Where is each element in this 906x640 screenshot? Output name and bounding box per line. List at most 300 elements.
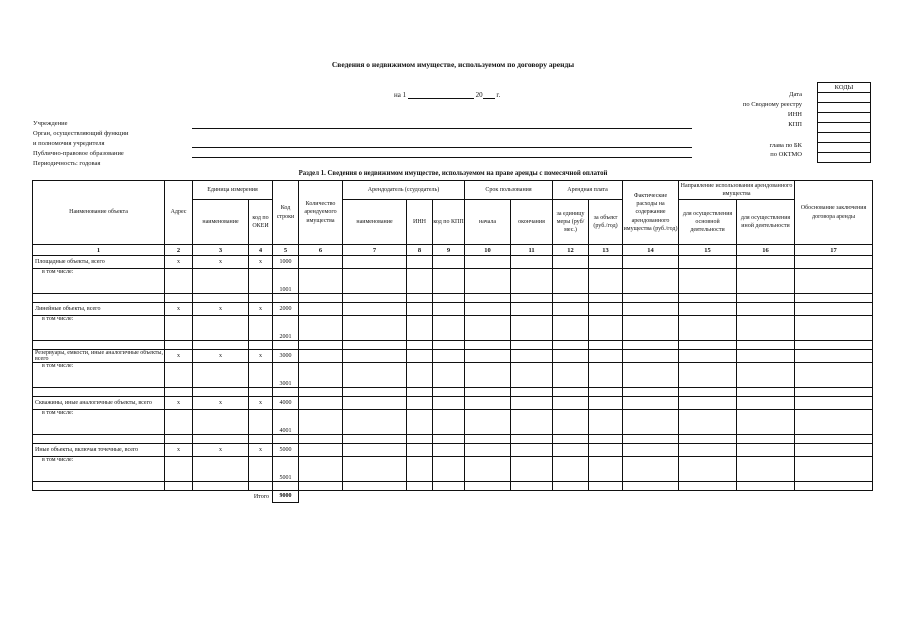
cell-col-3[interactable] bbox=[193, 388, 249, 397]
cell-col-2[interactable] bbox=[165, 435, 193, 444]
cell-col-14[interactable] bbox=[623, 444, 679, 457]
cell-col-16[interactable] bbox=[737, 350, 795, 363]
cell-col-1[interactable] bbox=[33, 435, 165, 444]
cell-col-13[interactable] bbox=[589, 397, 623, 410]
cell-col-2[interactable] bbox=[165, 269, 193, 294]
cell-col-11[interactable] bbox=[511, 269, 553, 294]
header-actual-costs: Фактические расходы на содержание арендованного имущества (руб./год) bbox=[623, 181, 679, 245]
x-mark: х bbox=[193, 397, 249, 410]
cell-col-5[interactable] bbox=[273, 435, 299, 444]
header-object-name: Наименование объекта bbox=[33, 181, 165, 245]
cell-col-7[interactable] bbox=[343, 457, 407, 482]
cell-col-16[interactable] bbox=[737, 482, 795, 491]
header-lessor-group: Арендодатель (ссудодатель) bbox=[343, 181, 465, 200]
cell-col-11[interactable] bbox=[511, 363, 553, 388]
cell-col-17[interactable] bbox=[795, 316, 873, 341]
cell-col-12[interactable] bbox=[553, 256, 589, 269]
cell-col-17[interactable] bbox=[795, 256, 873, 269]
cell-col-13[interactable] bbox=[589, 444, 623, 457]
total-row-code: 9000 bbox=[273, 491, 299, 503]
cell-col-5[interactable] bbox=[273, 341, 299, 350]
cell-col-4[interactable] bbox=[249, 482, 273, 491]
cell-col-9[interactable] bbox=[433, 256, 465, 269]
code-budget-chapter-cell[interactable] bbox=[818, 143, 871, 153]
cell-col-9[interactable] bbox=[433, 397, 465, 410]
cell-col-11[interactable] bbox=[511, 350, 553, 363]
cell-col-17[interactable] bbox=[795, 457, 873, 482]
cell-col-12[interactable] bbox=[553, 316, 589, 341]
label-periodicity: Периодичность: годовая bbox=[33, 160, 101, 167]
cell-col-16[interactable] bbox=[737, 435, 795, 444]
group-sub-label: в том числе: bbox=[33, 316, 165, 341]
date-year-field[interactable] bbox=[483, 90, 495, 99]
cell-col-13[interactable] bbox=[589, 388, 623, 397]
header-term-start: начала bbox=[465, 200, 511, 245]
cell-col-12[interactable] bbox=[553, 444, 589, 457]
row-code: 5001 bbox=[273, 457, 299, 482]
cell-col-10[interactable] bbox=[465, 294, 511, 303]
cell-col-9[interactable] bbox=[433, 482, 465, 491]
cell-col-12[interactable] bbox=[553, 410, 589, 435]
code-registry-cell[interactable] bbox=[818, 103, 871, 113]
row-code: 2001 bbox=[273, 316, 299, 341]
x-mark: х bbox=[193, 350, 249, 363]
cell-col-15[interactable] bbox=[679, 482, 737, 491]
cell-col-10[interactable] bbox=[465, 410, 511, 435]
cell-col-16[interactable] bbox=[737, 294, 795, 303]
cell-col-7[interactable] bbox=[343, 350, 407, 363]
group-sub-label: в том числе: bbox=[33, 269, 165, 294]
cell-col-7[interactable] bbox=[343, 303, 407, 316]
cell-col-12[interactable] bbox=[553, 269, 589, 294]
cell-col-7[interactable] bbox=[343, 341, 407, 350]
cell-col-17[interactable] bbox=[795, 350, 873, 363]
header-unit-code: код по ОКЕИ bbox=[249, 200, 273, 245]
cell-col-7[interactable] bbox=[343, 397, 407, 410]
cell-col-16[interactable] bbox=[737, 388, 795, 397]
cell-col-13[interactable] bbox=[589, 363, 623, 388]
public-entity-field[interactable] bbox=[192, 157, 692, 158]
cell-col-8[interactable] bbox=[407, 444, 433, 457]
cell-col-3[interactable] bbox=[193, 482, 249, 491]
cell-col-15[interactable] bbox=[679, 294, 737, 303]
date-year-prefix: 20 bbox=[475, 91, 483, 99]
cell-col-15[interactable] bbox=[679, 363, 737, 388]
cell-col-16[interactable] bbox=[737, 256, 795, 269]
cell-col-12[interactable] bbox=[553, 303, 589, 316]
col-number-6: 6 bbox=[299, 245, 343, 256]
cell-col-16[interactable] bbox=[737, 363, 795, 388]
cell-col-11[interactable] bbox=[511, 435, 553, 444]
cell-col-4[interactable] bbox=[249, 269, 273, 294]
cell-col-15[interactable] bbox=[679, 303, 737, 316]
cell-col-14[interactable] bbox=[623, 397, 679, 410]
cell-col-15[interactable] bbox=[679, 435, 737, 444]
cell-col-11[interactable] bbox=[511, 410, 553, 435]
cell-col-6[interactable] bbox=[299, 397, 343, 410]
cell-col-7[interactable] bbox=[343, 444, 407, 457]
header-rent-unit: за единицу меры (руб/мес.) bbox=[553, 200, 589, 245]
cell-col-7[interactable] bbox=[343, 256, 407, 269]
cell-col-13[interactable] bbox=[589, 482, 623, 491]
cell-col-2[interactable] bbox=[165, 363, 193, 388]
cell-col-9[interactable] bbox=[433, 363, 465, 388]
col-number-8: 8 bbox=[407, 245, 433, 256]
cell-col-16[interactable] bbox=[737, 410, 795, 435]
cell-col-2[interactable] bbox=[165, 388, 193, 397]
cell-col-15[interactable] bbox=[679, 457, 737, 482]
cell-col-15[interactable] bbox=[679, 388, 737, 397]
cell-col-4[interactable] bbox=[249, 341, 273, 350]
cell-col-14[interactable] bbox=[623, 341, 679, 350]
cell-col-6[interactable] bbox=[299, 294, 343, 303]
cell-col-11[interactable] bbox=[511, 316, 553, 341]
cell-col-13[interactable] bbox=[589, 303, 623, 316]
cell-col-17[interactable] bbox=[795, 410, 873, 435]
cell-col-16[interactable] bbox=[737, 444, 795, 457]
cell-col-6[interactable] bbox=[299, 256, 343, 269]
cell-col-7[interactable] bbox=[343, 294, 407, 303]
cell-col-6[interactable] bbox=[299, 410, 343, 435]
cell-col-4[interactable] bbox=[249, 457, 273, 482]
label-kpp: КПП bbox=[788, 121, 802, 128]
cell-col-11[interactable] bbox=[511, 341, 553, 350]
cell-col-17[interactable] bbox=[795, 303, 873, 316]
cell-col-9[interactable] bbox=[433, 341, 465, 350]
cell-col-3[interactable] bbox=[193, 316, 249, 341]
cell-col-15[interactable] bbox=[679, 269, 737, 294]
group-label: Резервуары, емкости, иные аналогичные объекты, всего bbox=[33, 350, 165, 363]
cell-col-11[interactable] bbox=[511, 444, 553, 457]
cell-col-16[interactable] bbox=[737, 269, 795, 294]
cell-col-8[interactable] bbox=[407, 350, 433, 363]
group-label: Скважины, иные аналогичные объекты, всего bbox=[33, 397, 165, 410]
cell-col-12[interactable] bbox=[553, 457, 589, 482]
col-number-10: 10 bbox=[465, 245, 511, 256]
cell-col-14[interactable] bbox=[623, 350, 679, 363]
date-prefix: на 1 bbox=[394, 91, 407, 99]
cell-col-10[interactable] bbox=[465, 435, 511, 444]
cell-col-10[interactable] bbox=[465, 341, 511, 350]
x-mark: х bbox=[165, 256, 193, 269]
cell-col-12[interactable] bbox=[553, 294, 589, 303]
code-kpp-cell[interactable] bbox=[818, 123, 871, 133]
date-day-month-field[interactable] bbox=[408, 90, 474, 99]
cell-col-6[interactable] bbox=[299, 444, 343, 457]
cell-col-17[interactable] bbox=[795, 388, 873, 397]
cell-col-4[interactable] bbox=[249, 410, 273, 435]
cell-col-10[interactable] bbox=[465, 303, 511, 316]
table-row bbox=[33, 482, 873, 491]
section-title: Раздел 1. Сведения о недвижимом имуществе, используемом на праве аренды с помесячной оплатой bbox=[298, 170, 608, 177]
cell-col-8[interactable] bbox=[407, 363, 433, 388]
cell-col-9[interactable] bbox=[433, 294, 465, 303]
cell-col-3[interactable] bbox=[193, 363, 249, 388]
header-direction-other: для осуществления иной деятельности bbox=[737, 200, 795, 245]
cell-col-14[interactable] bbox=[623, 435, 679, 444]
cell-col-8[interactable] bbox=[407, 457, 433, 482]
cell-col-7[interactable] bbox=[343, 435, 407, 444]
table-row bbox=[33, 397, 873, 410]
cell-col-9[interactable] bbox=[433, 269, 465, 294]
header-address: Адрес bbox=[165, 181, 193, 245]
cell-col-7[interactable] bbox=[343, 388, 407, 397]
cell-col-8[interactable] bbox=[407, 482, 433, 491]
cell-col-9[interactable] bbox=[433, 350, 465, 363]
cell-col-11[interactable] bbox=[511, 482, 553, 491]
cell-col-10[interactable] bbox=[465, 482, 511, 491]
cell-col-13[interactable] bbox=[589, 316, 623, 341]
cell-col-5[interactable] bbox=[273, 294, 299, 303]
header-unit-group: Единица измерения bbox=[193, 181, 273, 200]
header-rent-group: Арендная плата bbox=[553, 181, 623, 200]
cell-col-11[interactable] bbox=[511, 397, 553, 410]
col-number-7: 7 bbox=[343, 245, 407, 256]
cell-col-10[interactable] bbox=[465, 363, 511, 388]
cell-col-9[interactable] bbox=[433, 457, 465, 482]
cell-col-9[interactable] bbox=[433, 435, 465, 444]
cell-col-6[interactable] bbox=[299, 350, 343, 363]
x-mark: х bbox=[165, 444, 193, 457]
cell-col-15[interactable] bbox=[679, 397, 737, 410]
cell-col-17[interactable] bbox=[795, 397, 873, 410]
cell-col-12[interactable] bbox=[553, 350, 589, 363]
institution-field[interactable] bbox=[192, 128, 692, 129]
cell-col-10[interactable] bbox=[465, 444, 511, 457]
cell-col-13[interactable] bbox=[589, 350, 623, 363]
code-inn-cell[interactable] bbox=[818, 113, 871, 123]
group-sub-label: в том числе: bbox=[33, 457, 165, 482]
cell-col-3[interactable] bbox=[193, 294, 249, 303]
cell-col-8[interactable] bbox=[407, 294, 433, 303]
cell-col-11[interactable] bbox=[511, 256, 553, 269]
cell-col-13[interactable] bbox=[589, 435, 623, 444]
table-row bbox=[33, 435, 873, 444]
cell-col-2[interactable] bbox=[165, 316, 193, 341]
cell-col-6[interactable] bbox=[299, 363, 343, 388]
cell-col-15[interactable] bbox=[679, 341, 737, 350]
cell-col-17[interactable] bbox=[795, 269, 873, 294]
header-direction-group: Направление использования арендованного имущества bbox=[679, 181, 795, 200]
cell-col-10[interactable] bbox=[465, 397, 511, 410]
cell-col-8[interactable] bbox=[407, 388, 433, 397]
cell-col-17[interactable] bbox=[795, 444, 873, 457]
cell-col-10[interactable] bbox=[465, 350, 511, 363]
cell-col-8[interactable] bbox=[407, 256, 433, 269]
cell-col-1[interactable] bbox=[33, 388, 165, 397]
cell-col-14[interactable] bbox=[623, 303, 679, 316]
cell-col-17[interactable] bbox=[795, 294, 873, 303]
cell-col-14[interactable] bbox=[623, 256, 679, 269]
cell-col-8[interactable] bbox=[407, 341, 433, 350]
header-direction-main: для осуществления основной деятельности bbox=[679, 200, 737, 245]
x-mark: х bbox=[193, 444, 249, 457]
cell-col-12[interactable] bbox=[553, 435, 589, 444]
group-label: Площадные объекты, всего bbox=[33, 256, 165, 269]
cell-col-16[interactable] bbox=[737, 457, 795, 482]
cell-col-7[interactable] bbox=[343, 269, 407, 294]
cell-col-13[interactable] bbox=[589, 457, 623, 482]
cell-col-9[interactable] bbox=[433, 316, 465, 341]
table-row bbox=[33, 303, 873, 316]
cell-col-14[interactable] bbox=[623, 294, 679, 303]
cell-col-10[interactable] bbox=[465, 316, 511, 341]
table-row bbox=[33, 388, 873, 397]
label-founder-powers: и полномочия учредителя bbox=[33, 140, 105, 147]
cell-col-8[interactable] bbox=[407, 410, 433, 435]
cell-col-15[interactable] bbox=[679, 256, 737, 269]
cell-col-3[interactable] bbox=[193, 410, 249, 435]
cell-col-1[interactable] bbox=[33, 482, 165, 491]
code-date-cell[interactable] bbox=[818, 93, 871, 103]
cell-col-13[interactable] bbox=[589, 269, 623, 294]
label-public-entity: Публично-правовое образование bbox=[33, 150, 124, 157]
cell-col-6[interactable] bbox=[299, 435, 343, 444]
cell-col-3[interactable] bbox=[193, 457, 249, 482]
cell-col-11[interactable] bbox=[511, 388, 553, 397]
cell-col-8[interactable] bbox=[407, 269, 433, 294]
cell-col-14[interactable] bbox=[623, 363, 679, 388]
cell-col-10[interactable] bbox=[465, 457, 511, 482]
header-lessor-kpp: код по КПП bbox=[433, 200, 465, 245]
cell-col-8[interactable] bbox=[407, 303, 433, 316]
header-rent-object: за объект (руб./год) bbox=[589, 200, 623, 245]
cell-col-7[interactable] bbox=[343, 363, 407, 388]
cell-col-14[interactable] bbox=[623, 457, 679, 482]
cell-col-6[interactable] bbox=[299, 303, 343, 316]
code-oktmo-cell[interactable] bbox=[818, 153, 871, 163]
cell-col-6[interactable] bbox=[299, 457, 343, 482]
cell-col-13[interactable] bbox=[589, 294, 623, 303]
cell-col-13[interactable] bbox=[589, 410, 623, 435]
cell-col-1[interactable] bbox=[33, 341, 165, 350]
col-number-9: 9 bbox=[433, 245, 465, 256]
cell-col-10[interactable] bbox=[465, 256, 511, 269]
header-justification: Обоснование заключения договора аренды bbox=[795, 181, 873, 245]
cell-col-10[interactable] bbox=[465, 388, 511, 397]
cell-col-16[interactable] bbox=[737, 341, 795, 350]
cell-col-17[interactable] bbox=[795, 482, 873, 491]
cell-col-8[interactable] bbox=[407, 316, 433, 341]
cell-col-2[interactable] bbox=[165, 294, 193, 303]
cell-col-17[interactable] bbox=[795, 435, 873, 444]
cell-col-9[interactable] bbox=[433, 303, 465, 316]
cell-col-10[interactable] bbox=[465, 269, 511, 294]
cell-col-7[interactable] bbox=[343, 482, 407, 491]
x-mark: х bbox=[193, 303, 249, 316]
cell-col-15[interactable] bbox=[679, 350, 737, 363]
cell-col-2[interactable] bbox=[165, 482, 193, 491]
cell-col-5[interactable] bbox=[273, 482, 299, 491]
cell-col-4[interactable] bbox=[249, 363, 273, 388]
cell-col-14[interactable] bbox=[623, 410, 679, 435]
cell-col-13[interactable] bbox=[589, 341, 623, 350]
cell-col-9[interactable] bbox=[433, 410, 465, 435]
cell-col-9[interactable] bbox=[433, 388, 465, 397]
cell-col-3[interactable] bbox=[193, 269, 249, 294]
cell-col-16[interactable] bbox=[737, 303, 795, 316]
header-row-code: Код строки bbox=[273, 181, 299, 245]
cell-col-14[interactable] bbox=[623, 316, 679, 341]
codes-header: КОДЫ bbox=[818, 83, 871, 93]
total-spacer bbox=[299, 491, 873, 503]
label-institution: Учреждение bbox=[33, 120, 68, 127]
cell-col-15[interactable] bbox=[679, 316, 737, 341]
group-sub-label: в том числе: bbox=[33, 410, 165, 435]
cell-col-7[interactable] bbox=[343, 316, 407, 341]
cell-col-2[interactable] bbox=[165, 341, 193, 350]
cell-col-12[interactable] bbox=[553, 388, 589, 397]
cell-col-12[interactable] bbox=[553, 363, 589, 388]
cell-col-17[interactable] bbox=[795, 363, 873, 388]
cell-col-9[interactable] bbox=[433, 444, 465, 457]
label-budget-chapter: глава по БК bbox=[769, 142, 802, 149]
total-label: Итого bbox=[253, 493, 269, 500]
cell-col-16[interactable] bbox=[737, 316, 795, 341]
code-empty-cell[interactable] bbox=[818, 133, 871, 143]
cell-col-2[interactable] bbox=[165, 457, 193, 482]
cell-col-6[interactable] bbox=[299, 316, 343, 341]
col-number-5: 5 bbox=[273, 245, 299, 256]
row-code: 5000 bbox=[273, 444, 299, 457]
cell-col-16[interactable] bbox=[737, 397, 795, 410]
row-code: 1000 bbox=[273, 256, 299, 269]
cell-col-7[interactable] bbox=[343, 410, 407, 435]
row-code: 4000 bbox=[273, 397, 299, 410]
header-unit-name: наименование bbox=[193, 200, 249, 245]
cell-col-4[interactable] bbox=[249, 435, 273, 444]
col-number-11: 11 bbox=[511, 245, 553, 256]
label-oktmo: по ОКТМО bbox=[770, 151, 802, 158]
cell-col-14[interactable] bbox=[623, 482, 679, 491]
cell-col-4[interactable] bbox=[249, 316, 273, 341]
cell-col-5[interactable] bbox=[273, 388, 299, 397]
cell-col-11[interactable] bbox=[511, 457, 553, 482]
cell-col-6[interactable] bbox=[299, 388, 343, 397]
cell-col-12[interactable] bbox=[553, 341, 589, 350]
cell-col-6[interactable] bbox=[299, 341, 343, 350]
cell-col-13[interactable] bbox=[589, 256, 623, 269]
cell-col-3[interactable] bbox=[193, 341, 249, 350]
x-mark: х bbox=[249, 303, 273, 316]
cell-col-12[interactable] bbox=[553, 482, 589, 491]
cell-col-4[interactable] bbox=[249, 294, 273, 303]
cell-col-2[interactable] bbox=[165, 410, 193, 435]
label-inn: ИНН bbox=[787, 111, 802, 118]
cell-col-14[interactable] bbox=[623, 269, 679, 294]
cell-col-8[interactable] bbox=[407, 397, 433, 410]
cell-col-6[interactable] bbox=[299, 269, 343, 294]
cell-col-11[interactable] bbox=[511, 294, 553, 303]
cell-col-15[interactable] bbox=[679, 410, 737, 435]
label-founder-body: Орган, осуществляющий функции bbox=[33, 130, 129, 137]
cell-col-1[interactable] bbox=[33, 294, 165, 303]
cell-col-6[interactable] bbox=[299, 482, 343, 491]
x-mark: х bbox=[165, 350, 193, 363]
cell-col-17[interactable] bbox=[795, 341, 873, 350]
cell-col-14[interactable] bbox=[623, 388, 679, 397]
cell-col-8[interactable] bbox=[407, 435, 433, 444]
property-table bbox=[32, 180, 873, 503]
cell-col-15[interactable] bbox=[679, 444, 737, 457]
x-mark: х bbox=[249, 444, 273, 457]
cell-col-11[interactable] bbox=[511, 303, 553, 316]
founder-field[interactable] bbox=[192, 147, 692, 148]
col-number-17: 17 bbox=[795, 245, 873, 256]
cell-col-12[interactable] bbox=[553, 397, 589, 410]
cell-col-3[interactable] bbox=[193, 435, 249, 444]
cell-col-4[interactable] bbox=[249, 388, 273, 397]
